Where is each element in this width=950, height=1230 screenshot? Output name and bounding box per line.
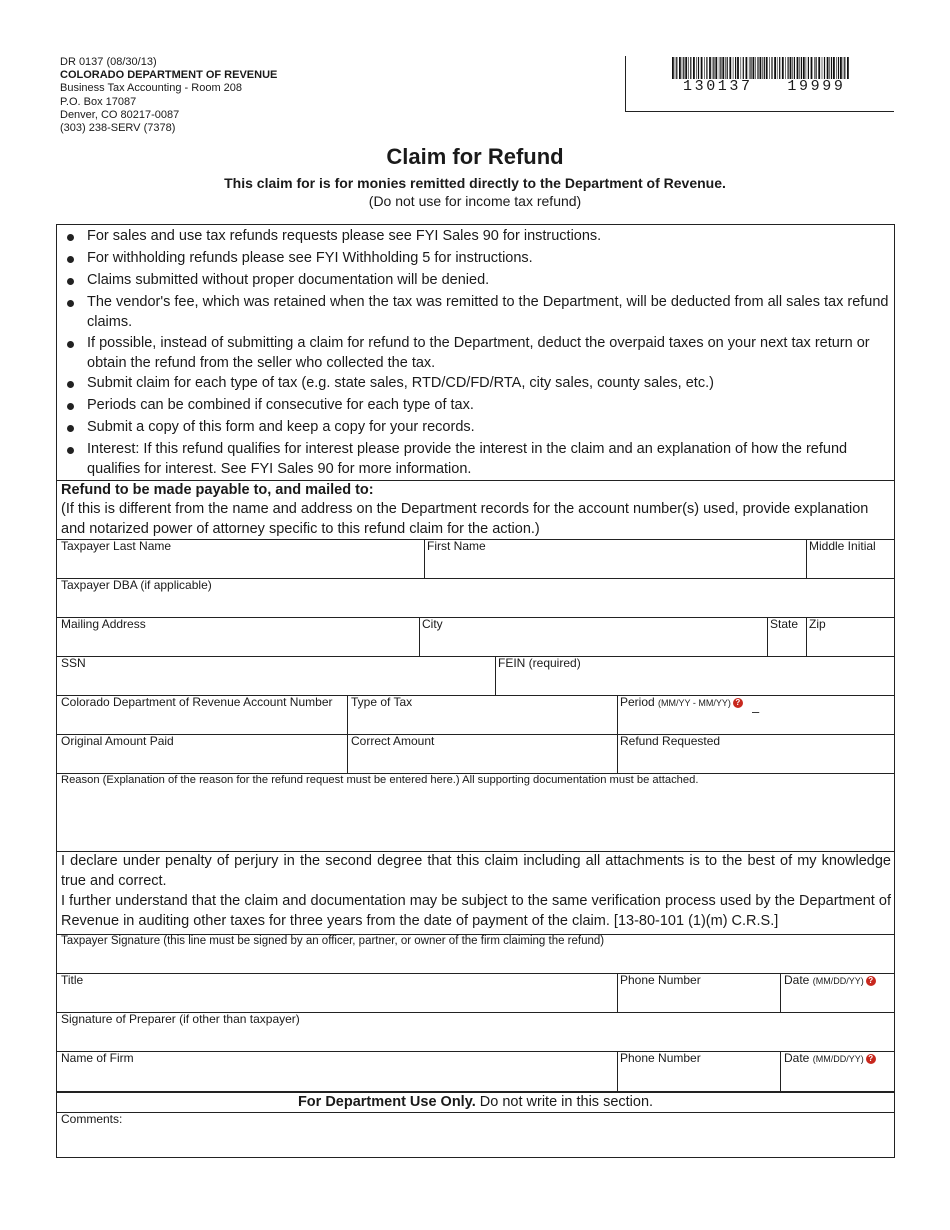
last-name-label: Taxpayer Last Name [61,539,172,553]
agency-header [60,56,277,135]
account-number-label: Colorado Department of Revenue Account Number [61,695,333,709]
list-item: Submit claim for each type of tax (e.g. state sales, RTD/CD/FD/RTA, city sales, county sales, etc.) [87,374,897,394]
barcode-bar [701,57,703,79]
barcode-bar [774,57,776,79]
barcode-bar [836,57,837,79]
list-item: Periods can be combined if consecutive for each type of tax. [87,396,897,416]
barcode-bar [760,57,762,79]
firm-name-label: Name of Firm [61,1051,134,1065]
barcode [672,57,852,79]
list-item: For sales and use tax refunds requests please see FYI Sales 90 for instructions. [87,227,897,247]
city-label: City [422,617,443,631]
barcode-bar [833,57,835,79]
barcode-bar [831,57,832,79]
barcode-bar [683,57,684,79]
barcode-number: 130137 19999 [683,78,846,95]
barcode-bar [743,57,744,79]
barcode-bar [755,57,756,79]
barcode-bar [777,57,778,79]
department-use-banner: For Department Use Only. Do not write in this section. [297,1094,654,1110]
barcode-bar [722,57,724,79]
barcode-bar [672,57,674,79]
barcode-bar [797,57,799,79]
barcode-bar [827,57,829,79]
address-line: Business Tax Accounting - Room 208 [60,82,243,95]
barcode-bar [712,57,713,79]
barcode-bar [785,57,786,79]
barcode-bar [749,57,750,79]
barcode-bar [764,57,765,79]
barcode-bar [838,57,839,79]
help-icon[interactable]: ? [866,976,876,986]
barcode-bar [840,57,842,79]
barcode-bar [725,57,726,79]
list-item: For withholding refunds please see FYI Withholding 5 for instructions. [87,249,897,269]
declaration-paragraph: I further understand that the claim and documentation may be subject to the same verification process used by the Department of Revenue in auditing other taxes for three years from the date of payment of the claim. [13-80-101 (1)(m) C.R.S.] [61,893,891,929]
barcode-bar [690,57,691,79]
barcode-bar [757,57,758,79]
phone-number-label: Phone Number [620,973,701,987]
subtitle: This claim for is for monies remitted directly to the Department of Revenue. [224,175,726,191]
list-item: Submit a copy of this form and keep a copy for your records. [87,418,897,438]
phone-line: (303) 238-SERV (7378) [60,122,176,135]
state-label: State [770,617,799,631]
address-line: P.O. Box 17087 [60,95,137,108]
date-label: Date (MM/DD/YY) ? [784,1051,876,1066]
address-line: Denver, CO 80217-0087 [60,108,180,121]
barcode-bar [737,57,739,79]
fein-label: FEIN (required) [498,656,581,670]
list-item: Claims submitted without proper documentation will be denied. [87,271,897,291]
list-item: Interest: If this refund qualifies for interest please provide the interest in the claim and an explanation of how the refund qualifies for interest. See FYI Sales 90 for more information. [87,440,897,479]
barcode-bar [766,57,768,79]
barcode-bar [753,57,755,79]
mailing-address-label: Mailing Address [61,617,146,631]
barcode-bar [713,57,714,79]
department-name: COLORADO DEPARTMENT OF REVENUE [60,69,278,82]
phone-number-label: Phone Number [620,1051,701,1065]
barcode-bar [679,57,681,79]
claim-form [56,224,895,1158]
barcode-bar [682,57,683,79]
zip-label: Zip [809,617,826,631]
barcode-bar [727,57,728,79]
middle-initial-label: Middle Initial [809,539,876,553]
barcode-bar [706,57,707,79]
barcode-bar [811,57,813,79]
barcode-bar [799,57,800,79]
barcode-bar [822,57,823,79]
period-label: Period (MM/YY - MM/YY) ? [620,695,743,710]
barcode-bar [792,57,793,79]
payable-heading: Refund to be made payable to, and mailed to: [61,482,374,498]
barcode-bar [788,57,789,79]
title-label: Title [61,973,84,987]
barcode-bar [750,57,751,79]
refund-requested-label: Refund Requested [620,734,721,748]
barcode-bar [844,57,845,79]
barcode-bar [808,57,809,79]
barcode-bar [698,57,699,79]
page-title: Claim for Refund [386,144,564,169]
barcode-bar [709,57,711,79]
payable-note: (If this is different from the name and address on the Department records for the account number(s) used, provide explanation and notarized power of attorney specific to this refund claim for the action.) [61,501,869,537]
barcode-bar [719,57,720,79]
help-icon[interactable]: ? [866,1054,876,1064]
barcode-bar [676,57,677,79]
barcode-bar [794,57,795,79]
barcode-bar [729,57,731,79]
barcode-bar [688,57,689,79]
barcode-bar [803,57,805,79]
barcode-bar [693,57,695,79]
barcode-bar [769,57,770,79]
barcode-bar [829,57,830,79]
barcode-bar [824,57,825,79]
barcode-bar [696,57,697,79]
barcode-bar [720,57,721,79]
barcode-bar [847,57,849,79]
barcode-bar [814,57,815,79]
barcode-bar [771,57,772,79]
barcode-bar [715,57,717,79]
ssn-label: SSN [61,656,86,670]
barcode-bar [762,57,763,79]
help-icon[interactable]: ? [733,698,743,708]
period-dash: – [752,704,760,719]
barcode-bar [790,57,792,79]
barcode-bar [741,57,742,79]
barcode-bar [779,57,780,79]
list-item: The vendor's fee, which was retained when the tax was remitted to the Department, will be deducted from all sales tax refund claims. [87,293,897,332]
barcode-bar [733,57,734,79]
list-item: If possible, instead of submitting a claim for refund to the Department, deduct the overpaid taxes on your next tax return or obtain the refund from the seller who collected the tax. [87,334,897,373]
reason-label: Reason (Explanation of the reason for the refund request must be entered here.) All supporting documentation must be attached. [61,774,699,786]
declaration-paragraph: I declare under penalty of perjury in the second degree that this claim including all attachments is to the best of my knowledge true and correct. [61,853,891,889]
barcode-bar [746,57,748,79]
barcode-bar [782,57,784,79]
dba-label: Taxpayer DBA (if applicable) [61,578,212,592]
barcode-bar [735,57,736,79]
original-amount-label: Original Amount Paid [61,734,174,748]
barcode-bar [704,57,705,79]
preparer-signature-label: Signature of Preparer (if other than taxpayer) [61,1012,300,1026]
barcode-bar [806,57,807,79]
taxpayer-signature-label: Taxpayer Signature (this line must be signed by an officer, partner, or owner of the firm claiming the refund) [61,935,605,947]
barcode-bar [801,57,802,79]
comments-label: Comments: [61,1112,123,1126]
first-name-label: First Name [427,539,486,553]
barcode-bar [675,57,676,79]
barcode-bar [818,57,820,79]
barcode-bar [816,57,817,79]
barcode-bar [685,57,687,79]
form-number: DR 0137 (08/30/13) [60,56,157,68]
subtitle-note: (Do not use for income tax refund) [368,193,582,209]
date-label: Date (MM/DD/YY) ? [784,973,876,988]
type-of-tax-label: Type of Tax [351,695,413,709]
correct-amount-label: Correct Amount [351,734,435,748]
barcode-bar [843,57,844,79]
